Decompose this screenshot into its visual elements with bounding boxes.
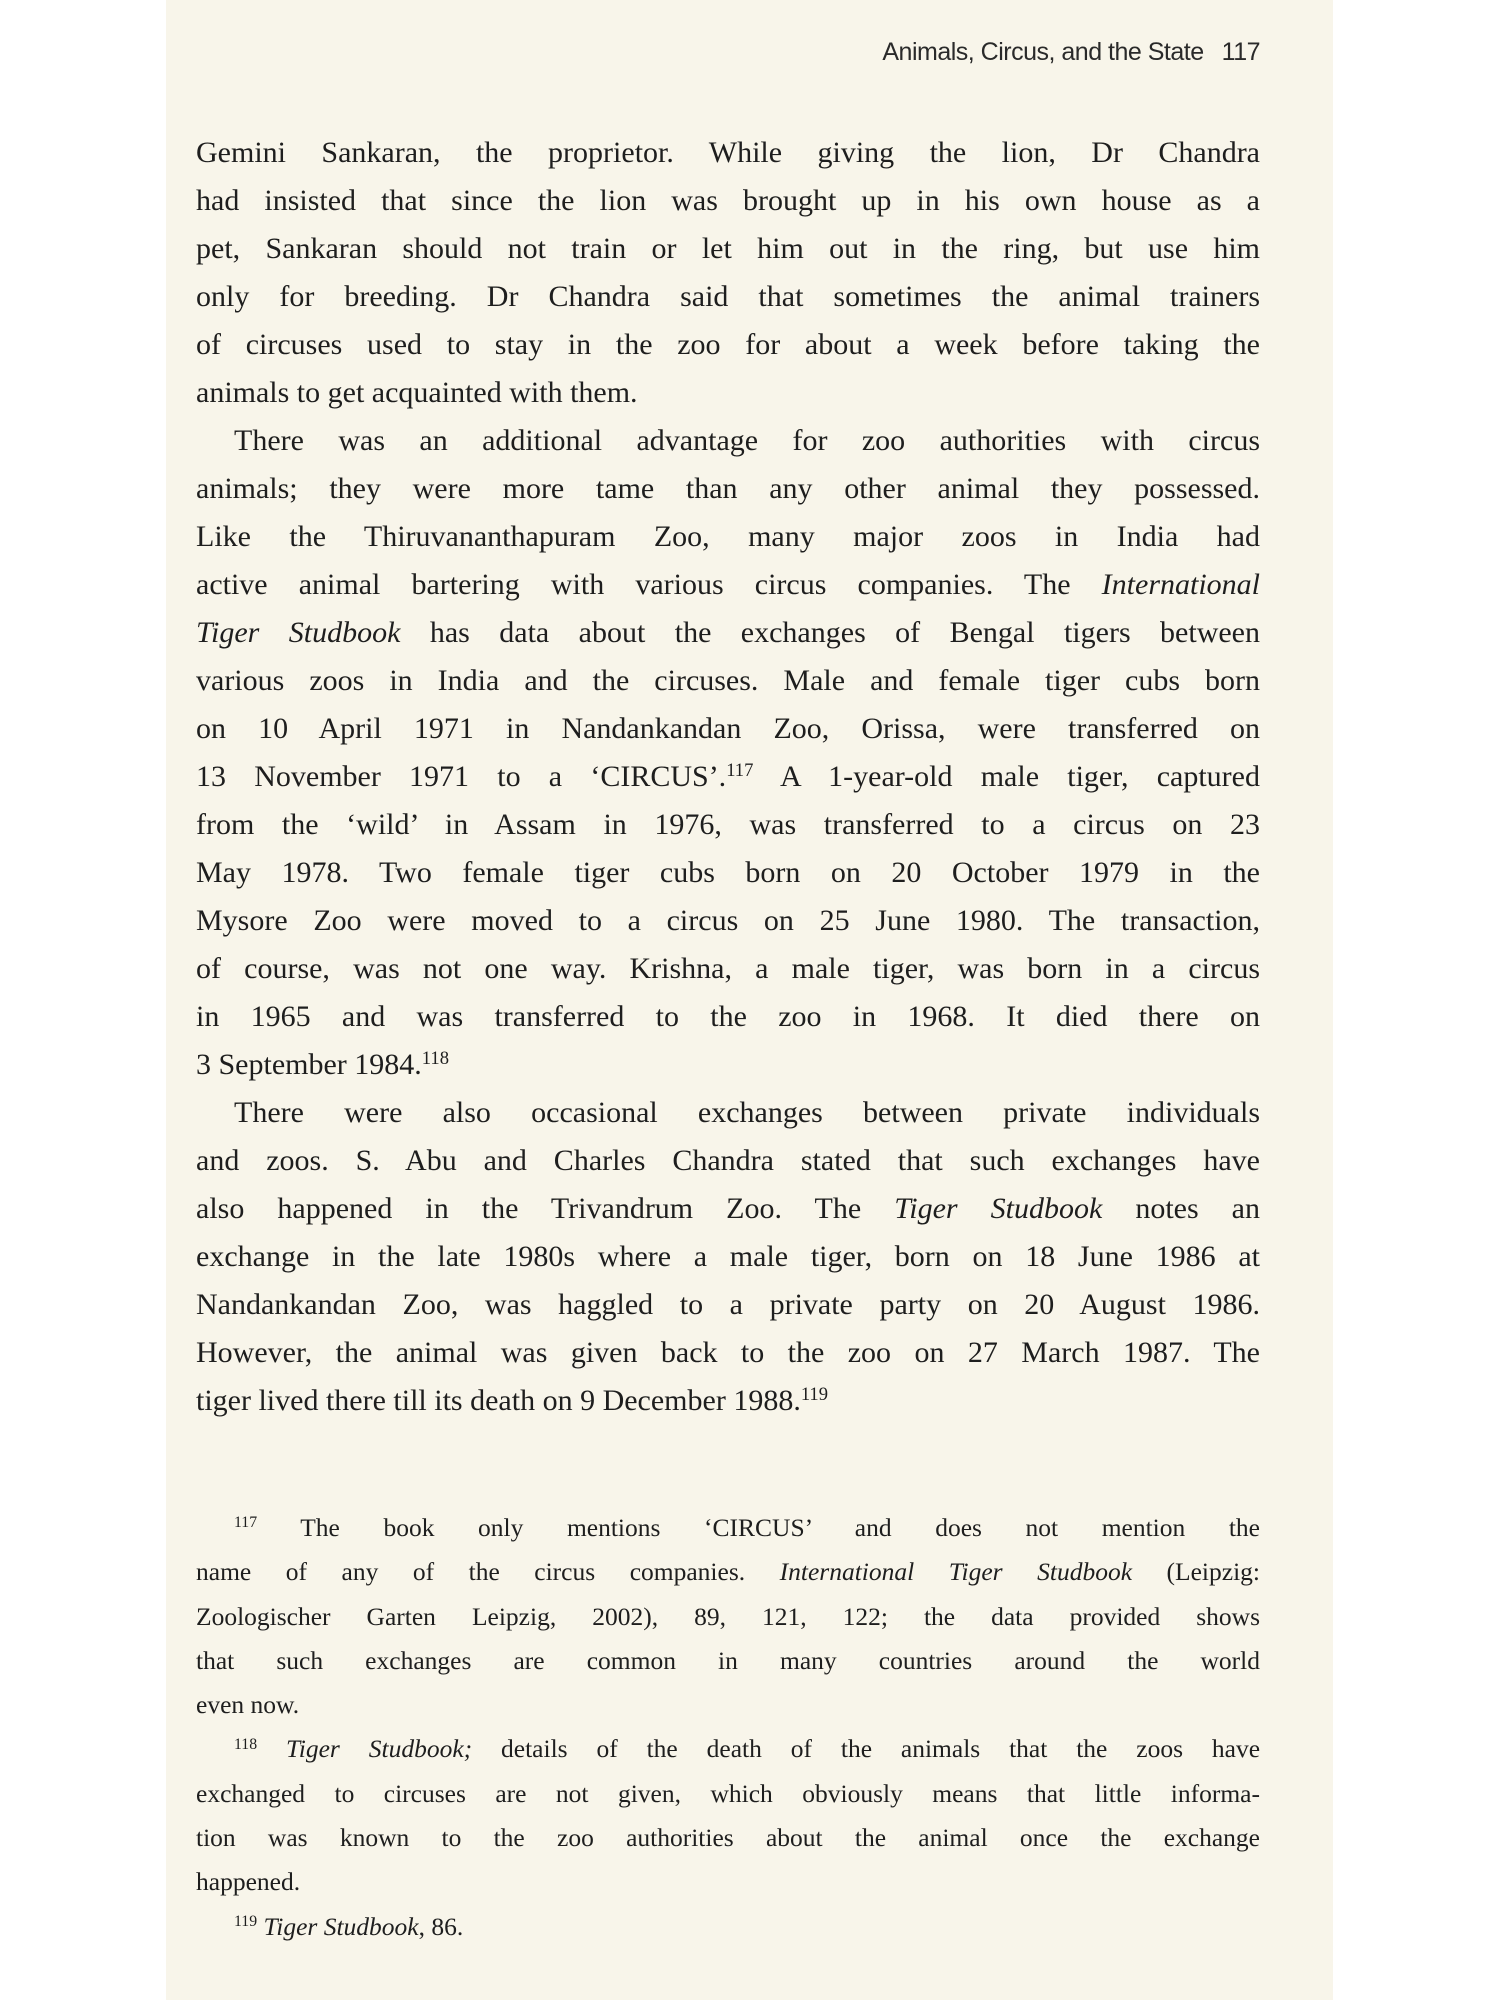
body-line [196, 417, 1260, 465]
footnote-line [196, 1772, 1260, 1816]
italic-text: Tiger Studbook [196, 616, 401, 649]
body-line [196, 273, 1260, 321]
footnote-line [196, 1816, 1260, 1860]
text-run: A 1-year-old male tiger, captured [753, 760, 1260, 793]
text-run: 13 November 1971 to a ‘CIRCUS’. [196, 760, 727, 793]
body-line [196, 561, 1260, 609]
text-run: May 1978. Two female tiger cubs born on 20 October 1979 in the [196, 856, 1260, 889]
footnote-line [196, 1905, 1260, 1949]
text-run: only for breeding. Dr Chandra said that sometimes the animal trainers [196, 280, 1260, 313]
body-line [196, 1137, 1260, 1185]
italic-text: Tiger Studbook [894, 1192, 1103, 1225]
body-line [196, 849, 1260, 897]
body-line [196, 657, 1260, 705]
text-run: has data about the exchanges of Bengal tigers between [400, 616, 1260, 649]
text-run: active animal bartering with various circus companies. The [196, 568, 1102, 601]
footnotes [196, 1506, 1260, 1949]
body-line [196, 321, 1260, 369]
body-line [196, 177, 1260, 225]
text-run: The book only mentions ‘CIRCUS’ and does not mention the [257, 1513, 1260, 1542]
footnote-line [196, 1727, 1260, 1771]
text-run: that such exchanges are common in many countries around the world [196, 1645, 1260, 1675]
body-line [196, 1329, 1260, 1377]
body-line [196, 945, 1260, 993]
footnote-line [196, 1683, 1260, 1727]
footnote-marker: 117 [234, 1514, 258, 1532]
text-run: 3 September 1984. [196, 1048, 422, 1081]
text-run: tiger lived there till its death on 9 December 1988. [196, 1384, 801, 1417]
body-line [196, 1041, 1260, 1089]
text-run: of circuses used to stay in the zoo for about a week before taking the [196, 328, 1260, 361]
body-line [196, 1089, 1260, 1137]
footnote-line [196, 1506, 1260, 1550]
body-line [196, 1281, 1260, 1329]
text-run: Gemini Sankaran, the proprietor. While giving the lion, Dr Chandra [196, 136, 1260, 169]
body-line [196, 897, 1260, 945]
text-run: There were also occasional exchanges between private individuals [234, 1096, 1260, 1129]
body-line [196, 465, 1260, 513]
body-line [196, 369, 1260, 417]
text-run: exchange in the late 1980s where a male tiger, born on 18 June 1986 at [196, 1240, 1260, 1273]
text-run: There was an additional advantage for zoo authorities with circus [234, 424, 1260, 457]
text-run: notes an [1102, 1192, 1260, 1225]
running-header [882, 38, 1260, 67]
text-run: (Leipzig: [1132, 1557, 1260, 1587]
text-run: happened. [196, 1867, 301, 1897]
text-run: Mysore Zoo were moved to a circus on 25 June 1980. The transaction, [196, 904, 1260, 937]
text-run: , 86. [418, 1911, 464, 1941]
footnote-marker: 119 [800, 1383, 829, 1405]
text-run: name of any of the circus companies. [196, 1557, 780, 1587]
text-run: Zoologischer Garten Leipzig, 2002), 89, 121, 122; the data provided shows [196, 1601, 1260, 1631]
text-run: details of the death of the animals that the zoos have [472, 1734, 1261, 1764]
body-line [196, 1185, 1260, 1233]
text-run: Like the Thiruvananthapuram Zoo, many major zoos in India had [196, 520, 1260, 553]
body-line [196, 1377, 1260, 1425]
book-page [166, 0, 1333, 2000]
body-line [196, 1233, 1260, 1281]
text-run: even now. [196, 1690, 300, 1720]
text-run: on 10 April 1971 in Nandankandan Zoo, Orissa, were transferred on [196, 712, 1260, 745]
text-run: Nandankandan Zoo, was haggled to a private party on 20 August 1986. [196, 1288, 1260, 1321]
footnote-line [196, 1550, 1260, 1594]
body-line [196, 513, 1260, 561]
footnote-marker: 119 [234, 1912, 258, 1930]
footnote-line [196, 1860, 1260, 1904]
text-run: various zoos in India and the circuses. Male and female tiger cubs born [196, 664, 1260, 697]
text-run: in 1965 and was transferred to the zoo in 1968. It died there on [196, 1000, 1260, 1033]
text-run [257, 1734, 286, 1763]
footnote-marker: 117 [726, 759, 754, 781]
running-title: Animals, Circus, and the State [882, 38, 1204, 66]
text-run: of course, was not one way. Krishna, a male tiger, was born in a circus [196, 952, 1260, 985]
body-line [196, 609, 1260, 657]
text-run: had insisted that since the lion was brought up in his own house as a [196, 184, 1260, 217]
body-text [196, 129, 1260, 1425]
italic-text: International Tiger Studbook [779, 1557, 1133, 1587]
text-run: However, the animal was given back to the zoo on 27 March 1987. The [196, 1336, 1260, 1369]
footnote-marker: 118 [421, 1047, 449, 1069]
body-line [196, 225, 1260, 273]
text-run: also happened in the Trivandrum Zoo. The [196, 1192, 895, 1225]
italic-text: Tiger Studbook [263, 1911, 419, 1941]
text-run: from the ‘wild’ in Assam in 1976, was transferred to a circus on 23 [196, 808, 1260, 841]
body-line [196, 993, 1260, 1041]
body-line [196, 705, 1260, 753]
page-number: 117 [1221, 38, 1260, 66]
footnote-line [196, 1639, 1260, 1683]
text-run: pet, Sankaran should not train or let him out in the ring, but use him [196, 232, 1260, 265]
text-run: animals to get acquainted with them. [196, 376, 638, 409]
text-run: animals; they were more tame than any other animal they possessed. [196, 472, 1260, 505]
italic-text: Tiger Studbook; [286, 1734, 473, 1764]
text-run: tion was known to the zoo authorities about the animal once the exchange [196, 1823, 1260, 1853]
text-run: exchanged to circuses are not given, which obviously means that little informa- [196, 1778, 1260, 1808]
italic-text: International [1101, 568, 1260, 601]
footnote-line [196, 1595, 1260, 1639]
body-line [196, 801, 1260, 849]
text-run: and zoos. S. Abu and Charles Chandra stated that such exchanges have [196, 1144, 1260, 1177]
body-line [196, 753, 1260, 801]
body-line [196, 129, 1260, 177]
footnote-marker: 118 [234, 1735, 258, 1753]
